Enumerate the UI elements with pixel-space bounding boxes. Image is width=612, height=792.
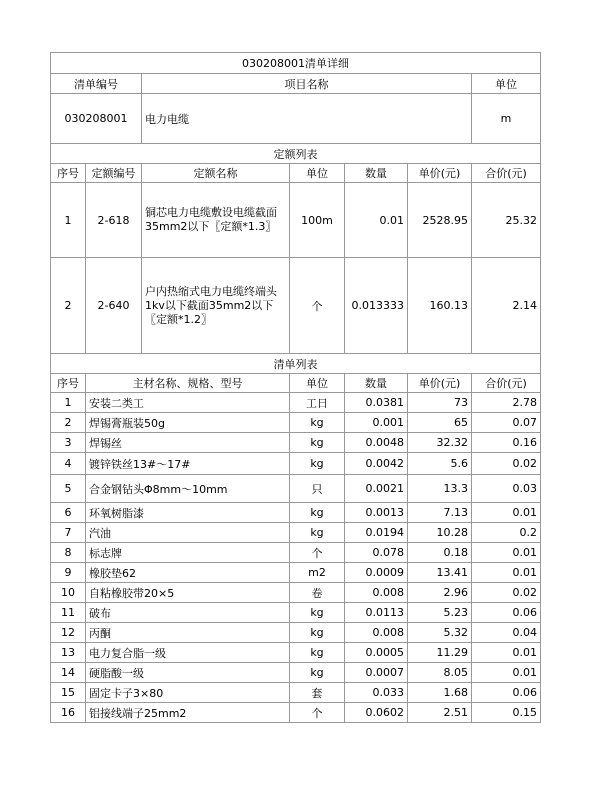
- material-name: 电力复合脂一级: [86, 643, 290, 663]
- header-item-name: 项目名称: [142, 74, 472, 94]
- material-unit: m2: [290, 563, 345, 583]
- material-total: 0.07: [472, 413, 541, 433]
- material-price: 13.41: [408, 563, 472, 583]
- material-header-total: 合价(元): [472, 374, 541, 393]
- quota-code: 2-640: [86, 258, 142, 354]
- quota-header-row: [51, 164, 541, 183]
- quota-row: [51, 183, 541, 258]
- material-price: 5.32: [408, 623, 472, 643]
- material-no: 14: [51, 663, 86, 683]
- quota-section-row: [51, 144, 541, 164]
- material-no: 1: [51, 393, 86, 413]
- material-total: 0.2: [472, 523, 541, 543]
- quota-section-title: 定额列表: [51, 144, 541, 164]
- material-no: 5: [51, 475, 86, 503]
- material-row: [51, 563, 541, 583]
- material-name: 橡胶垫62: [86, 563, 290, 583]
- material-no: 6: [51, 503, 86, 523]
- material-header-unit: 单位: [290, 374, 345, 393]
- material-qty: 0.0007: [345, 663, 408, 683]
- material-name: 安装二类工: [86, 393, 290, 413]
- material-no: 12: [51, 623, 86, 643]
- material-price: 2.96: [408, 583, 472, 603]
- material-name: 焊锡丝: [86, 433, 290, 453]
- material-row: [51, 683, 541, 703]
- quota-header-price: 单价(元): [408, 164, 472, 183]
- quota-header-unit: 单位: [290, 164, 345, 183]
- material-section-title: 清单列表: [51, 354, 541, 374]
- material-row: [51, 433, 541, 453]
- material-price: 65: [408, 413, 472, 433]
- quota-code: 2-618: [86, 183, 142, 258]
- quota-qty: 0.013333: [345, 258, 408, 354]
- quota-price: 160.13: [408, 258, 472, 354]
- material-row: [51, 703, 541, 723]
- material-qty: 0.0005: [345, 643, 408, 663]
- material-header-price: 单价(元): [408, 374, 472, 393]
- quota-no: 1: [51, 183, 86, 258]
- material-qty: 0.0048: [345, 433, 408, 453]
- quota-price: 2528.95: [408, 183, 472, 258]
- material-price: 73: [408, 393, 472, 413]
- bill-header-row: [51, 74, 541, 94]
- quota-header-name: 定额名称: [142, 164, 290, 183]
- material-name: 自粘橡胶带20×5: [86, 583, 290, 603]
- material-no: 2: [51, 413, 86, 433]
- header-bill-code: 清单编号: [51, 74, 142, 94]
- bill-code: 030208001: [51, 94, 142, 144]
- quota-name: 户内热缩式电力电缆终端头1kv以下截面35mm2以下〖定额*1.2〗: [142, 258, 290, 354]
- material-unit: kg: [290, 453, 345, 475]
- material-unit: kg: [290, 523, 345, 543]
- material-row: [51, 663, 541, 683]
- material-row: [51, 603, 541, 623]
- quota-total: 2.14: [472, 258, 541, 354]
- material-no: 16: [51, 703, 86, 723]
- material-total: 0.01: [472, 543, 541, 563]
- material-total: 0.02: [472, 583, 541, 603]
- material-price: 10.28: [408, 523, 472, 543]
- material-unit: kg: [290, 603, 345, 623]
- material-name: 焊锡膏瓶装50g: [86, 413, 290, 433]
- material-no: 4: [51, 453, 86, 475]
- material-no: 3: [51, 433, 86, 453]
- bill-name: 电力电缆: [142, 94, 472, 144]
- material-header-name: 主材名称、规格、型号: [86, 374, 290, 393]
- material-name: 环氧树脂漆: [86, 503, 290, 523]
- material-unit: kg: [290, 413, 345, 433]
- material-unit: 套: [290, 683, 345, 703]
- quota-header-code: 定额编号: [86, 164, 142, 183]
- material-unit: kg: [290, 503, 345, 523]
- material-unit: kg: [290, 663, 345, 683]
- material-no: 9: [51, 563, 86, 583]
- material-row: [51, 523, 541, 543]
- material-name: 镀锌铁丝13#～17#: [86, 453, 290, 475]
- material-qty: 0.001: [345, 413, 408, 433]
- material-price: 8.05: [408, 663, 472, 683]
- material-unit: 个: [290, 543, 345, 563]
- material-row: [51, 453, 541, 475]
- material-no: 13: [51, 643, 86, 663]
- quota-total: 25.32: [472, 183, 541, 258]
- material-total: 0.01: [472, 563, 541, 583]
- material-unit: 只: [290, 475, 345, 503]
- material-qty: 0.078: [345, 543, 408, 563]
- material-no: 15: [51, 683, 86, 703]
- material-qty: 0.0602: [345, 703, 408, 723]
- material-unit: kg: [290, 623, 345, 643]
- material-name: 丙酮: [86, 623, 290, 643]
- material-header-row: [51, 374, 541, 393]
- material-row: [51, 543, 541, 563]
- material-row: [51, 643, 541, 663]
- material-row: [51, 623, 541, 643]
- material-qty: 0.008: [345, 623, 408, 643]
- material-qty: 0.0013: [345, 503, 408, 523]
- material-total: 0.01: [472, 503, 541, 523]
- material-header-qty: 数量: [345, 374, 408, 393]
- material-price: 1.68: [408, 683, 472, 703]
- material-no: 8: [51, 543, 86, 563]
- material-price: 5.23: [408, 603, 472, 623]
- quota-row: [51, 258, 541, 354]
- material-total: 0.04: [472, 623, 541, 643]
- quota-unit: 100m: [290, 183, 345, 258]
- material-qty: 0.0042: [345, 453, 408, 475]
- material-name: 固定卡子3×80: [86, 683, 290, 703]
- quota-header-qty: 数量: [345, 164, 408, 183]
- material-total: 0.15: [472, 703, 541, 723]
- material-price: 5.6: [408, 453, 472, 475]
- material-qty: 0.008: [345, 583, 408, 603]
- bill-detail-table: [50, 52, 541, 723]
- material-row: [51, 393, 541, 413]
- quota-header-total: 合价(元): [472, 164, 541, 183]
- material-unit: kg: [290, 433, 345, 453]
- material-name: 硬脂酸一级: [86, 663, 290, 683]
- material-row: [51, 475, 541, 503]
- material-price: 0.18: [408, 543, 472, 563]
- bill-unit: m: [472, 94, 541, 144]
- material-total: 0.16: [472, 433, 541, 453]
- material-name: 标志牌: [86, 543, 290, 563]
- material-qty: 0.0009: [345, 563, 408, 583]
- material-price: 13.3: [408, 475, 472, 503]
- material-name: 破布: [86, 603, 290, 623]
- quota-header-no: 序号: [51, 164, 86, 183]
- material-total: 0.06: [472, 683, 541, 703]
- material-price: 7.13: [408, 503, 472, 523]
- material-row: [51, 413, 541, 433]
- material-qty: 0.0021: [345, 475, 408, 503]
- material-name: 铝接线端子25mm2: [86, 703, 290, 723]
- material-qty: 0.0113: [345, 603, 408, 623]
- material-unit: kg: [290, 643, 345, 663]
- material-total: 0.03: [472, 475, 541, 503]
- material-unit: 个: [290, 703, 345, 723]
- material-total: 0.01: [472, 643, 541, 663]
- material-unit: 工日: [290, 393, 345, 413]
- quota-name: 铜芯电力电缆敷设电缆截面35mm2以下〖定额*1.3〗: [142, 183, 290, 258]
- material-name: 汽油: [86, 523, 290, 543]
- material-row: [51, 503, 541, 523]
- material-no: 10: [51, 583, 86, 603]
- material-total: 0.06: [472, 603, 541, 623]
- material-no: 7: [51, 523, 86, 543]
- header-unit: 单位: [472, 74, 541, 94]
- material-total: 0.02: [472, 453, 541, 475]
- quota-no: 2: [51, 258, 86, 354]
- material-total: 0.01: [472, 663, 541, 683]
- material-header-no: 序号: [51, 374, 86, 393]
- quota-unit: 个: [290, 258, 345, 354]
- material-name: 合金钢钻头Φ8mm～10mm: [86, 475, 290, 503]
- material-qty: 0.0194: [345, 523, 408, 543]
- material-unit: 卷: [290, 583, 345, 603]
- table-title: 030208001清单详细: [51, 53, 541, 74]
- material-section-row: [51, 354, 541, 374]
- material-total: 2.78: [472, 393, 541, 413]
- material-price: 2.51: [408, 703, 472, 723]
- material-qty: 0.033: [345, 683, 408, 703]
- bill-row: [51, 94, 541, 144]
- material-no: 11: [51, 603, 86, 623]
- material-row: [51, 583, 541, 603]
- material-price: 11.29: [408, 643, 472, 663]
- material-qty: 0.0381: [345, 393, 408, 413]
- material-price: 32.32: [408, 433, 472, 453]
- quota-qty: 0.01: [345, 183, 408, 258]
